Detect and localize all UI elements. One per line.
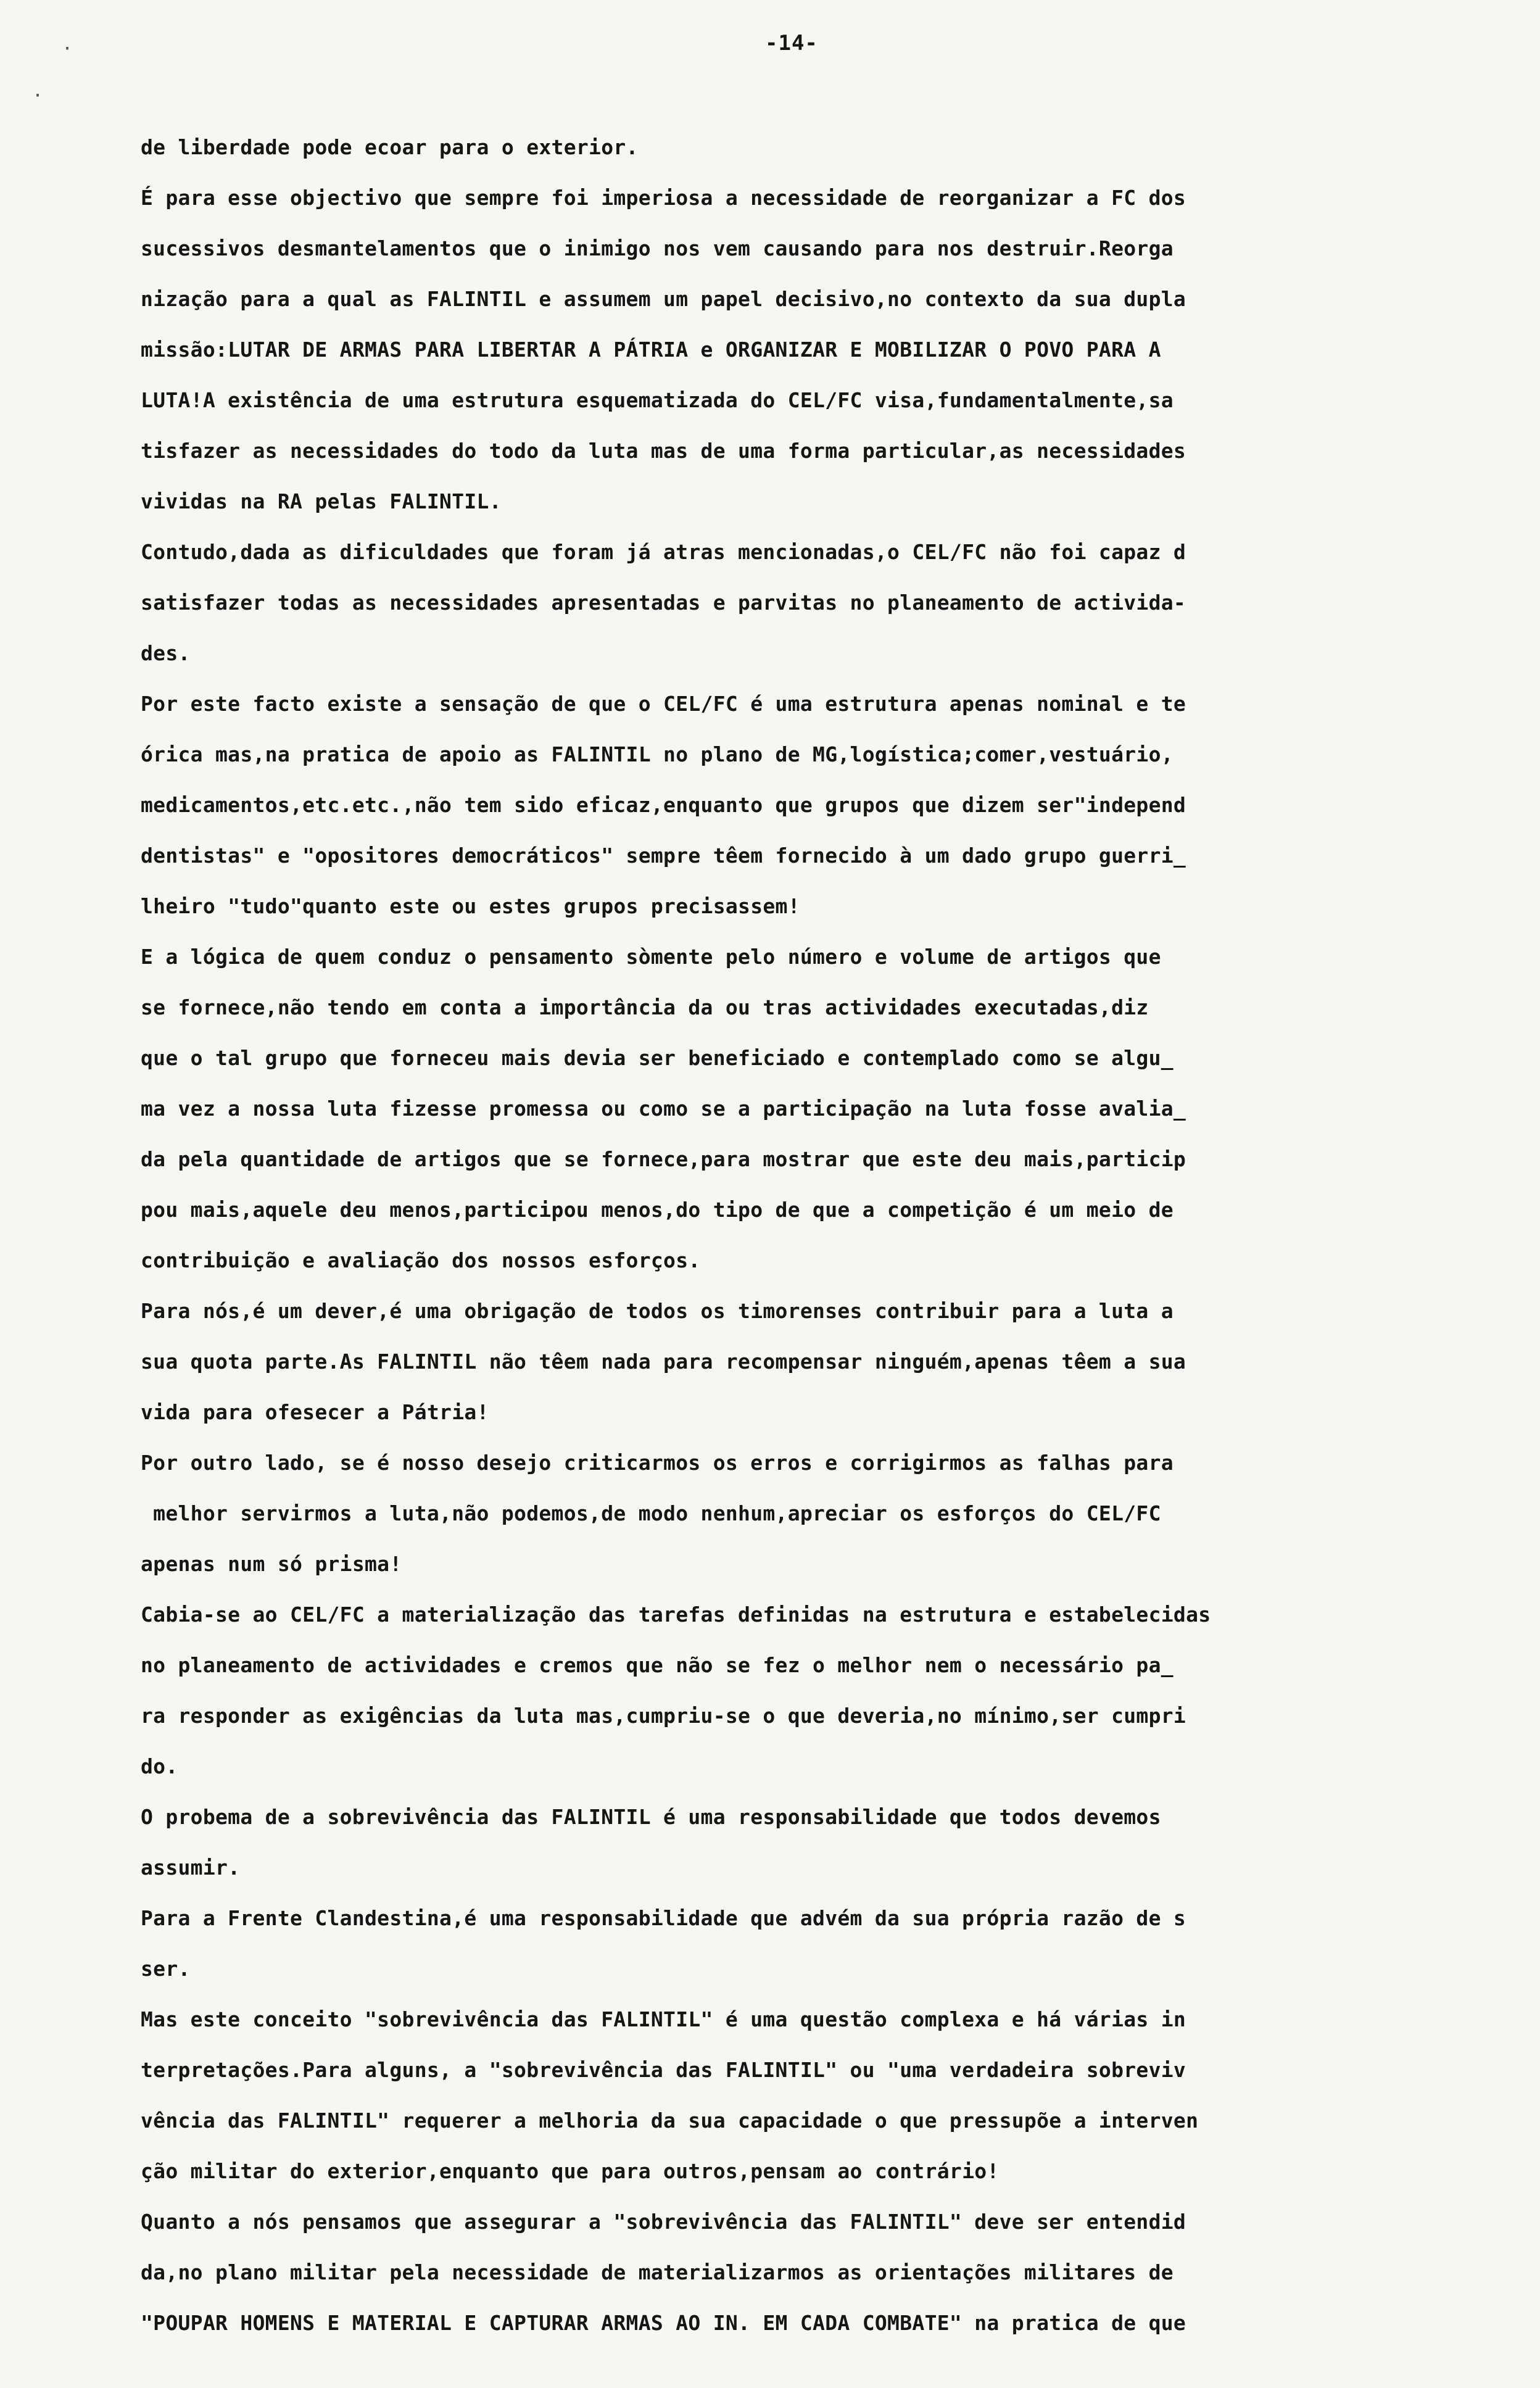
text-line: ra responder as exigências da luta mas,cumpriu-se o que deveria,no mínimo,ser cumpri [141,1704,1186,1728]
text-line: nização para a qual as FALINTIL e assumem um papel decisivo,no contexto da sua dupla [141,287,1186,311]
text-line: missão:LUTAR DE ARMAS PARA LIBERTAR A PÁTRIA e ORGANIZAR E MOBILIZAR O POVO PARA A [141,338,1161,362]
text-line: pou mais,aquele deu menos,participou menos,do tipo de que a competição é um meio de [141,1198,1174,1222]
text-line: LUTA!A existência de uma estrutura esquematizada do CEL/FC visa,fundamentalmente,sa [141,388,1174,412]
text-line: lheiro "tudo"quanto este ou estes grupos precisassem! [141,894,800,918]
text-line: ser. [141,1957,191,1981]
text-line: E a lógica de quem conduz o pensamento sòmente pelo número e volume de artigos que [141,945,1161,969]
text-line: satisfazer todas as necessidades apresentadas e parvitas no planeamento de activida- [141,591,1186,615]
text-line: Quanto a nós pensamos que assegurar a "sobrevivência das FALINTIL" deve ser entendid [141,2210,1186,2234]
text-line: vência das FALINTIL" requerer a melhoria da sua capacidade o que pressupõe a interven [141,2108,1199,2133]
text-line: Mas este conceito "sobrevivência das FALINTIL" é uma questão complexa e há várias in [141,2007,1186,2031]
text-line: Contudo,dada as dificuldades que foram já atras mencionadas,o CEL/FC não foi capaz d [141,540,1186,564]
text-line: vividas na RA pelas FALINTIL. [141,489,502,513]
scan-speck: · [62,38,73,60]
text-line: medicamentos,etc.etc.,não tem sido eficaz,enquanto que grupos que dizem ser"independ [141,793,1186,817]
text-line: órica mas,na pratica de apoio as FALINTIL no plano de MG,logística;comer,vestuário, [141,742,1174,766]
text-line: que o tal grupo que forneceu mais devia ser beneficiado e contemplado como se algu_ [141,1046,1174,1070]
text-line: Por este facto existe a sensação de que o CEL/FC é uma estrutura apenas nominal e te [141,692,1186,716]
text-line: O probema de a sobrevivência das FALINTIL é uma responsabilidade que todos devemos [141,1805,1161,1829]
text-line: contribuição e avaliação dos nossos esforços. [141,1248,701,1272]
text-line: da,no plano militar pela necessidade de materializarmos as orientações militares de [141,2260,1174,2284]
text-line: no planeamento de actividades e cremos que não se fez o melhor nem o necessário pa_ [141,1653,1174,1677]
text-line: Para nós,é um dever,é uma obrigação de todos os timorenses contribuir para a luta a [141,1299,1174,1323]
text-line: sua quota parte.As FALINTIL não têem nada para recompensar ninguém,apenas têem a sua [141,1349,1186,1374]
body-text [141,122,1430,2349]
text-line: É para esse objectivo que sempre foi imperiosa a necessidade de reorganizar a FC dos [141,186,1186,210]
text-line: Por outro lado, se é nosso desejo criticarmos os erros e corrigirmos as falhas para [141,1451,1174,1475]
text-line: se fornece,não tendo em conta a importância da ou tras actividades executadas,diz [141,995,1149,1019]
scan-speck: · [32,85,44,107]
text-line: dentistas" e "opositores democráticos" sempre têem fornecido à um dado grupo guerri_ [141,844,1186,868]
text-line: Cabia-se ao CEL/FC a materialização das tarefas definidas na estrutura e estabelecidas [141,1602,1211,1627]
text-line: des. [141,641,191,665]
text-line: assumir. [141,1855,241,1880]
text-line: Para a Frente Clandestina,é uma responsabilidade que advém da sua própria razão de s [141,1906,1186,1930]
text-line: de liberdade pode ecoar para o exterior. [141,135,639,159]
text-line: melhor servirmos a luta,não podemos,de modo nenhum,apreciar os esforços do CEL/FC [141,1501,1161,1525]
page-number: -14- [765,31,818,56]
text-line: do. [141,1754,178,1778]
text-line: terpretações.Para alguns, a "sobrevivência das FALINTIL" ou "uma verdadeira sobreviv [141,2058,1186,2082]
text-line: ção militar do exterior,enquanto que para outros,pensam ao contrário! [141,2159,1000,2183]
text-line: tisfazer as necessidades do todo da luta mas de uma forma particular,as necessidades [141,439,1186,463]
text-line: ma vez a nossa luta fizesse promessa ou como se a participação na luta fosse avalia_ [141,1097,1186,1121]
text-line: "POUPAR HOMENS E MATERIAL E CAPTURAR ARMAS AO IN. EM CADA COMBATE" na pratica de que [141,2311,1186,2335]
text-line: vida para ofesecer a Pátria! [141,1400,489,1424]
text-line: sucessivos desmantelamentos que o inimigo nos vem causando para nos destruir.Reorga [141,236,1174,260]
text-line: apenas num só prisma! [141,1552,402,1576]
text-line: da pela quantidade de artigos que se fornece,para mostrar que este deu mais,particip [141,1147,1186,1171]
